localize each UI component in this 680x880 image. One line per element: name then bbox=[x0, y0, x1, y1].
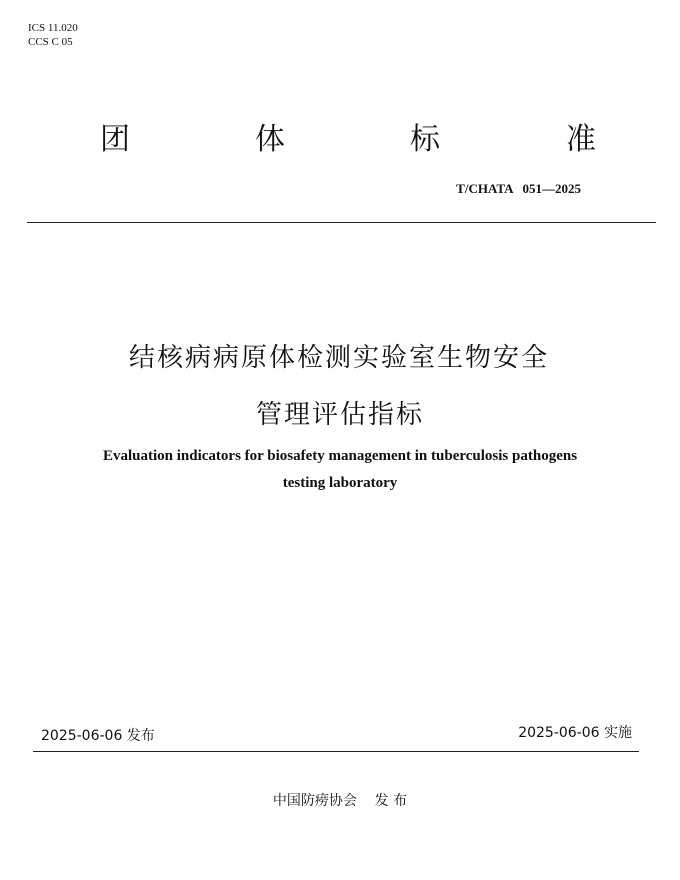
title-english-line-2: testing laboratory bbox=[282, 475, 398, 491]
publish-date: 2025-06-06 发布 bbox=[41, 728, 155, 744]
title-chinese-line-1: 结核病病原体检测实验室生物安全 bbox=[128, 343, 549, 373]
standard-type-char: 标 bbox=[410, 122, 440, 157]
standard-type-heading bbox=[0, 120, 680, 160]
ics-code: ICS 11.020 bbox=[28, 22, 78, 34]
publisher: 中国防痨协会 发 布 bbox=[272, 793, 408, 809]
title-english-line-1: Evaluation indicators for biosafety management in tuberculosis pathogens bbox=[102, 448, 578, 464]
header-divider bbox=[27, 222, 656, 223]
standard-type-char: 团 bbox=[100, 122, 130, 157]
classification-codes bbox=[28, 21, 78, 49]
ccs-code: CCS C 05 bbox=[28, 36, 73, 48]
title-chinese-line-2: 管理评估指标 bbox=[255, 400, 424, 430]
standard-type-char: 准 bbox=[566, 122, 596, 157]
implementation-date: 2025-06-06 实施 bbox=[518, 725, 632, 741]
standard-type-char: 体 bbox=[255, 122, 285, 157]
standard-number: T/CHATA 051—2025 bbox=[456, 181, 581, 196]
footer-divider bbox=[33, 751, 639, 752]
